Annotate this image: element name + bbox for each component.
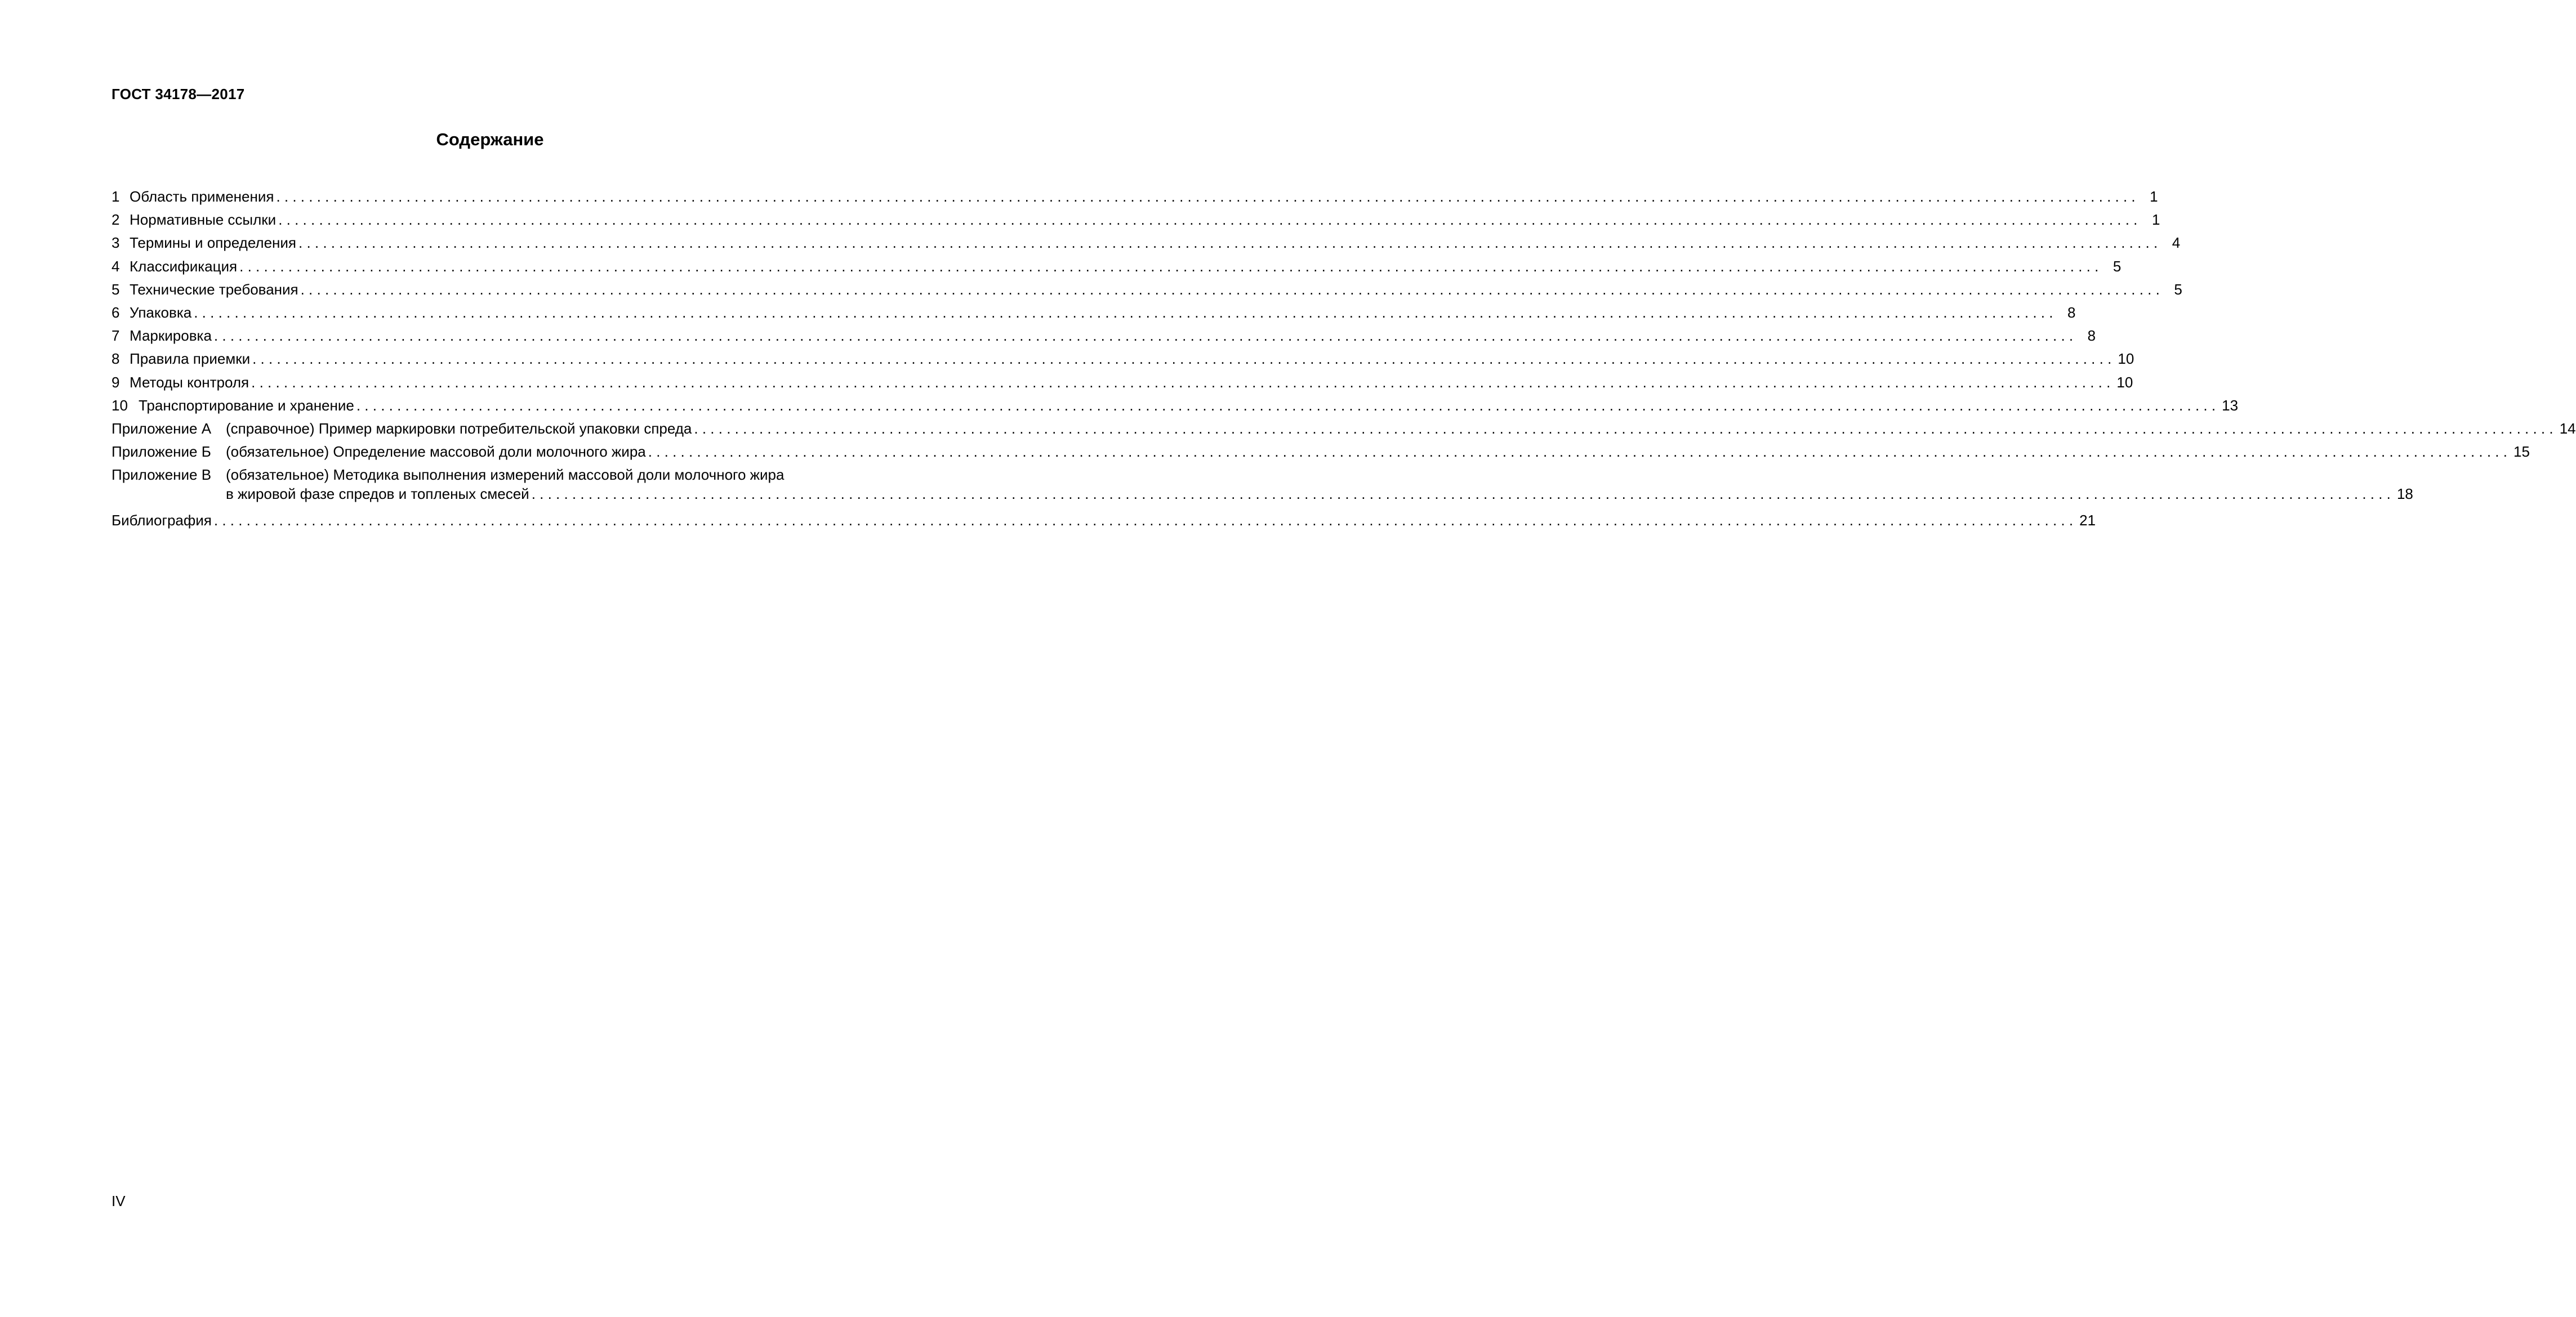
toc-item-label: Упаковка	[130, 303, 192, 321]
toc-item-label: Классификация	[130, 257, 238, 275]
toc-annex-v[interactable]	[112, 465, 2413, 511]
annex-page: 14	[2559, 419, 2576, 437]
toc-item-label: Транспортирование и хранение	[139, 396, 354, 414]
toc-item-label: Термины и определения	[130, 234, 297, 252]
toc-item-page: 1	[2150, 188, 2158, 205]
toc-item[interactable]	[112, 280, 2182, 303]
annex-label: (обязательное) Определение массовой доли молочного жира	[226, 443, 646, 461]
dot-leader	[251, 373, 2110, 392]
toc-item[interactable]	[112, 210, 2160, 233]
dot-leader	[301, 280, 2160, 299]
toc-item-number: 2	[112, 211, 120, 229]
page-folio: IV	[112, 1193, 126, 1209]
toc-item-number: 7	[112, 327, 120, 345]
toc-item-page: 10	[2118, 350, 2134, 368]
dot-leader	[214, 326, 2073, 345]
toc-annex-a[interactable]	[112, 419, 2576, 442]
document-code: ГОСТ 34178—2017	[112, 86, 245, 102]
annex-prefix: Приложение А	[112, 419, 212, 437]
dot-leader	[252, 349, 2111, 368]
annex-prefix: Приложение Б	[112, 443, 211, 461]
toc-item-number: 1	[112, 188, 120, 205]
toc-item-label: Правила приемки	[130, 350, 251, 368]
toc-bibliography[interactable]	[112, 511, 2096, 534]
toc-item-number: 8	[112, 350, 120, 368]
toc-item-page: 13	[2222, 396, 2239, 414]
annex-label-line2: в жировой фазе спредов и топленых смесей	[226, 485, 529, 503]
toc-annex-b[interactable]	[112, 442, 2530, 465]
dot-leader	[648, 442, 2507, 461]
toc-item[interactable]	[112, 373, 2133, 396]
table-of-contents	[112, 187, 2576, 534]
toc-item-page: 5	[2174, 280, 2182, 298]
bibliography-page: 21	[2079, 512, 2096, 529]
toc-item-page: 1	[2151, 211, 2160, 229]
dot-leader	[532, 484, 2391, 503]
annex-page: 15	[2513, 443, 2530, 461]
toc-item-label: Нормативные ссылки	[130, 211, 277, 229]
dot-leader	[278, 210, 2137, 229]
dot-leader	[694, 419, 2553, 438]
annex-label-line1: (обязательное) Методика выполнения измерений массовой доли молочного жира	[226, 466, 785, 484]
toc-item[interactable]	[112, 349, 2134, 372]
toc-item-page: 5	[2113, 257, 2122, 275]
annex-label: (справочное) Пример маркировки потребительской упаковки спреда	[226, 419, 692, 437]
toc-title: Содержание	[436, 130, 544, 149]
toc-item-label: Методы контроля	[130, 373, 249, 391]
toc-item[interactable]	[112, 187, 2158, 210]
toc-item[interactable]	[112, 303, 2076, 326]
dot-leader	[214, 511, 2073, 530]
dot-leader	[298, 233, 2158, 252]
toc-item-label: Область применения	[130, 188, 274, 205]
toc-item-page: 10	[2116, 373, 2133, 391]
dot-leader	[239, 257, 2098, 276]
dot-leader	[276, 187, 2135, 206]
toc-item-number: 3	[112, 234, 120, 252]
toc-item-number: 4	[112, 257, 120, 275]
toc-item-number: 5	[112, 280, 120, 298]
toc-item-page: 8	[2067, 303, 2076, 321]
toc-item-number: 6	[112, 303, 120, 321]
annex-prefix: Приложение В	[112, 466, 212, 484]
toc-item-label: Технические требования	[130, 280, 298, 298]
bibliography-label: Библиография	[112, 512, 212, 529]
toc-item-page: 4	[2172, 234, 2181, 252]
toc-item[interactable]	[112, 396, 2239, 419]
toc-item-number: 10	[112, 396, 128, 414]
dot-leader	[356, 396, 2216, 415]
toc-item-number: 9	[112, 373, 120, 391]
toc-item-label: Маркировка	[130, 327, 212, 345]
annex-page: 18	[2396, 485, 2413, 503]
toc-item-page: 8	[2087, 327, 2096, 345]
toc-item[interactable]	[112, 233, 2181, 256]
dot-leader	[194, 303, 2053, 322]
toc-item[interactable]	[112, 326, 2096, 349]
toc-item[interactable]	[112, 257, 2122, 280]
